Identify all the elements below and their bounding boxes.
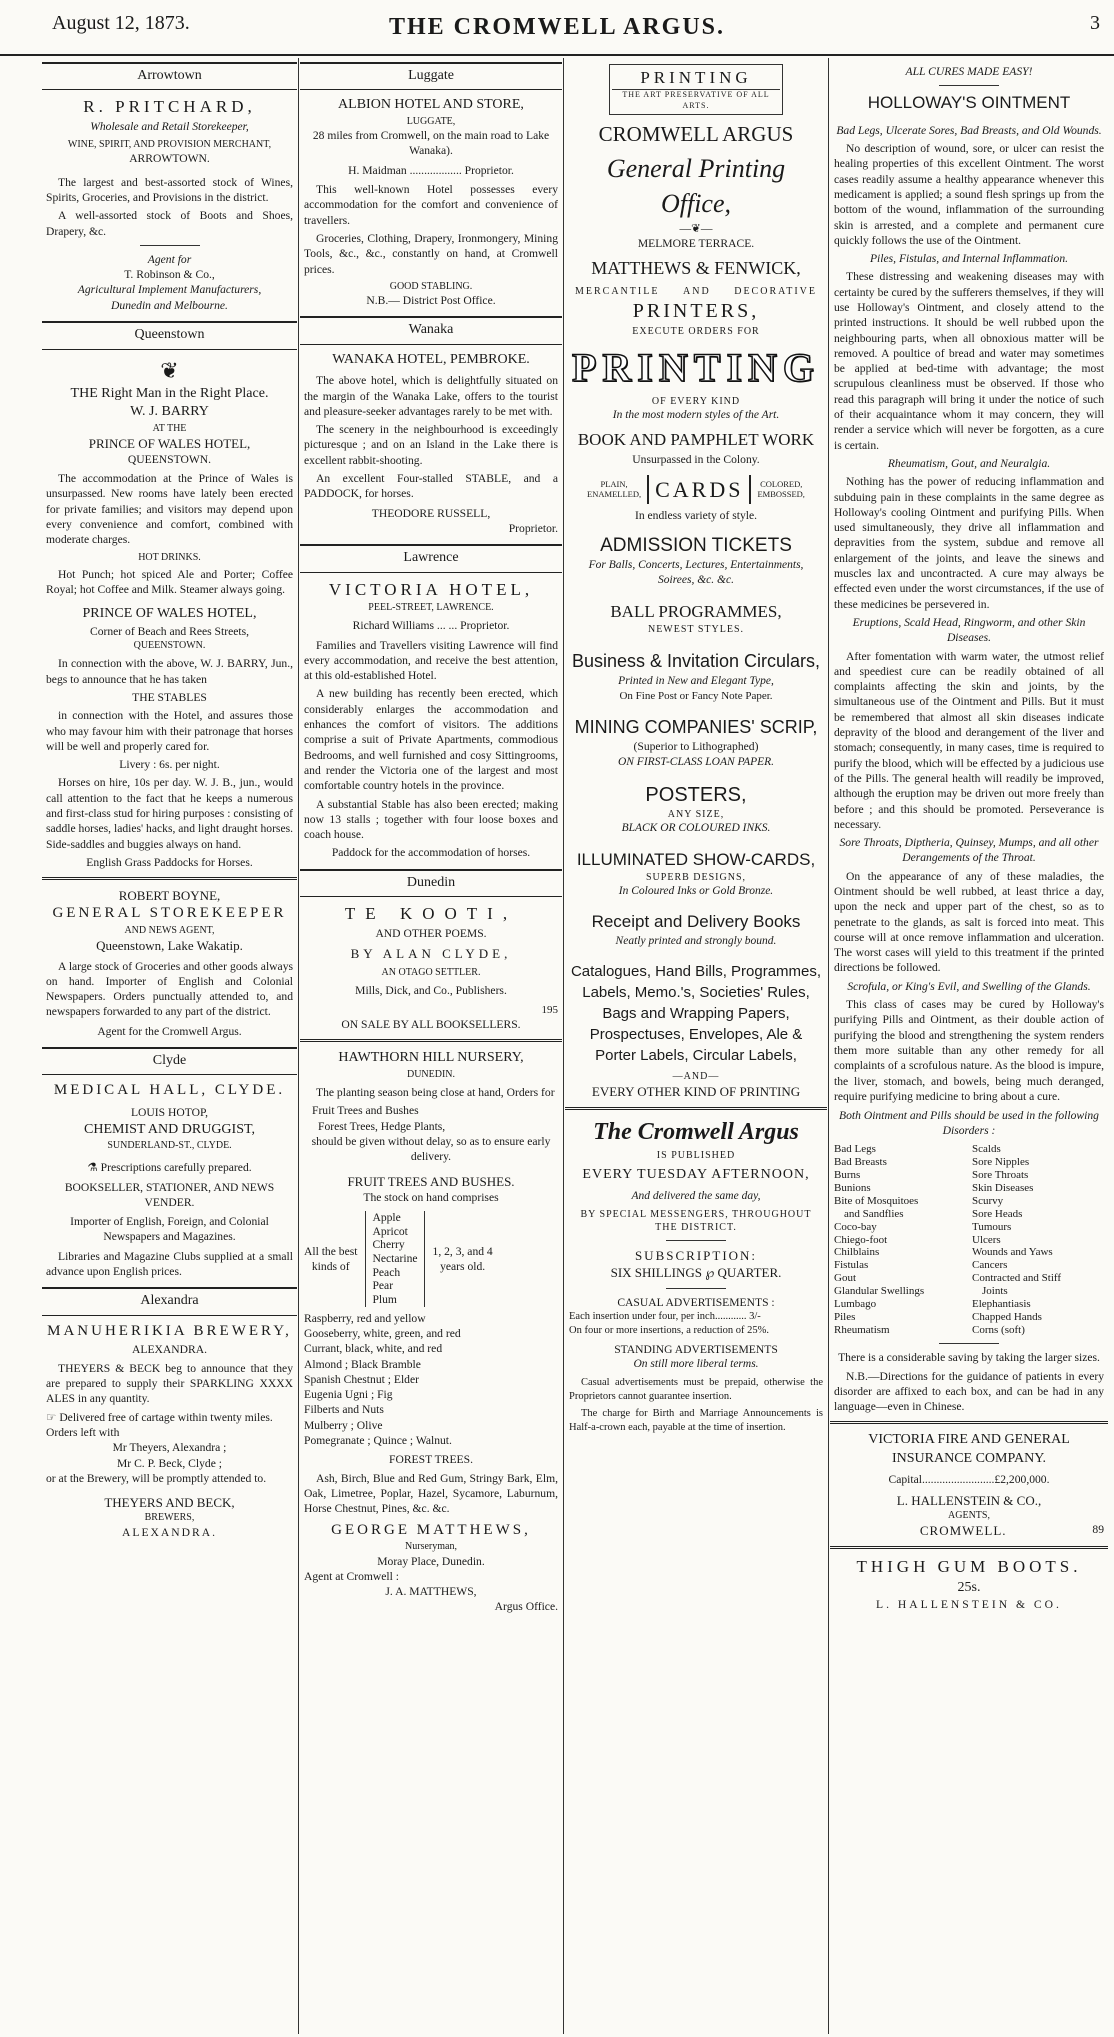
- ad-text: should be given without delay, so as to ensure early delivery.: [311, 1134, 551, 1164]
- disorder-item: Rheumatism: [834, 1324, 890, 1337]
- ad-text: ANY SIZE,: [667, 809, 725, 821]
- ad-text: Dunedin and Melbourne.: [111, 298, 228, 312]
- ad-text: PLAIN,: [600, 479, 628, 490]
- ad-text: T. Robinson & Co.,: [124, 268, 215, 282]
- ad-text: OF EVERY KIND: [651, 395, 741, 407]
- ad-text: WINE, SPIRIT, AND PROVISION MERCHANT,: [67, 139, 272, 151]
- column-rule: [298, 58, 299, 2034]
- ad-text: kinds of: [311, 1259, 350, 1273]
- ad-paragraph: Libraries and Magazine Clubs supplied at a small advance upon English prices.: [46, 1249, 293, 1278]
- ad-headline: PRINTING: [571, 344, 821, 390]
- ad-text: EXECUTE ORDERS FOR: [632, 325, 760, 337]
- ad-text: There is a considerable saving by taking the larger sizes.: [838, 1351, 1100, 1365]
- ad-headline: ADMISSION TICKETS: [600, 535, 792, 557]
- ad-paragraph: The above hotel, which is delightfully situated on the margin of the Wanaka Lake, offers to the tourist and pleasure-seeker advantages rarely to be met with.: [304, 374, 558, 418]
- ad-text: PRINCE OF WALES HOTEL,: [88, 435, 251, 451]
- disorder-item: Skin Diseases: [972, 1181, 1034, 1194]
- ad-text: Orders left with: [46, 1426, 120, 1440]
- disorder-item: Scalds: [972, 1142, 1001, 1155]
- ad-text: Agent for the Cromwell Argus.: [97, 1024, 242, 1038]
- ad-text: ROBERT BOYNE,: [118, 888, 221, 904]
- ad-paragraph: THEYERS & BECK beg to announce that they are prepared to supply their SPARKLING XXXX ALES in any quantity.: [46, 1361, 293, 1406]
- ad-text: Nurseryman,: [405, 1541, 457, 1553]
- ad-headline: POSTERS,: [645, 783, 747, 806]
- fruit-item: Pear: [372, 1279, 394, 1293]
- ad-subhead: Eruptions, Scald Head, Ringworm, and other Skin Diseases.: [852, 615, 1086, 645]
- ad-text: Catalogues, Hand Bills, Programmes, Labels, Memo.'s, Societies' Rules, Bags and Wrapping Papers, Prospectuses, Envelopes, Ale & Porter Labels, Circular Labels,: [570, 963, 822, 1065]
- newspaper-title: THE CROMWELL ARGUS.: [388, 14, 726, 40]
- ad-text: N.B.— District Post Office.: [366, 293, 496, 307]
- ad-subhead: Both Ointment and Pills should be used in the following Disorders :: [839, 1109, 1099, 1138]
- ad-text: In the most modern styles of the Art.: [612, 408, 780, 421]
- nursery-item: Mulberry ; Olive: [304, 1418, 383, 1432]
- ad-text: AT THE: [152, 422, 187, 434]
- fruit-item: Apple: [372, 1210, 401, 1224]
- nursery-item: Almond ; Black Bramble: [304, 1357, 421, 1371]
- ad-paragraph: N.B.—Directions for the guidance of patients in every disorder are affixed to each box, and can be had in any language—even in Chinese.: [834, 1369, 1104, 1414]
- ad-paragraph: In connection with the above, W. J. BARRY, Jun., begs to announce that he has taken: [46, 657, 293, 686]
- ad-text: LUGGATE,: [406, 115, 456, 127]
- disorder-item: Bunions: [834, 1181, 871, 1194]
- fruit-item: Plum: [372, 1293, 397, 1307]
- ad-text: NEWEST STYLES.: [647, 624, 745, 636]
- ad-text: ALEXANDRA.: [131, 1342, 208, 1356]
- ad-text: BY ALAN CLYDE,: [350, 945, 512, 961]
- ad-paragraph: A well-assorted stock of Boots and Shoes, Drapery, &c.: [46, 209, 293, 238]
- ad-text: QUEENSTOWN.: [127, 452, 212, 466]
- ad-text: Proprietor.: [508, 521, 558, 535]
- ad-text: L. HALLENSTEIN & CO.,: [896, 1492, 1042, 1508]
- ad-text: Livery : 6s. per night.: [119, 758, 220, 772]
- ad-text: LOUIS HOTOP,: [130, 1106, 209, 1120]
- ad-text: AGENTS,: [948, 1509, 990, 1521]
- ad-paragraph: The accommodation at the Prince of Wales is unsurpassed. New rooms have lately been erected for private families; and visitors may depend upon every convenience and comfort, combined with moderate charges.: [46, 472, 293, 547]
- section-heading-alexandra: Alexandra: [42, 1287, 297, 1315]
- nursery-item: Raspberry, red and yellow: [304, 1311, 426, 1325]
- column-3: [565, 58, 827, 2034]
- ad-text: L. HALLENSTEIN & CO.: [876, 1598, 1062, 1612]
- disorder-item: Chiego-foot: [834, 1233, 888, 1246]
- ad-headline: MINING COMPANIES' SCRIP,: [574, 716, 818, 737]
- ad-headline: THIGH GUM BOOTS.: [856, 1557, 1082, 1577]
- ad-paragraph: A new building has recently been erected, which considerably enlarges the accommodation and enhances the comfort of visitors. The additions comprise a suit of Private Apartments, commodious Bedrooms, and well furnished and cosy Sittingrooms, and render the Victoria one of the largest and most comfortable country hotels in the province.: [304, 687, 558, 793]
- disorders-table: [834, 1143, 1104, 1338]
- ad-headline: Business & Invitation Circulars,: [571, 651, 821, 672]
- ad-headline: VICTORIA HOTEL,: [328, 579, 534, 599]
- nursery-item: Gooseberry, white, green, and red: [304, 1326, 461, 1340]
- section-heading-wanaka: Wanaka: [300, 316, 562, 344]
- ad-text: Forest Trees, Hedge Plants,: [318, 1119, 446, 1133]
- section-heading-queenstown: Queenstown: [42, 321, 297, 349]
- ad-text: Printed in New and Elegant Type,: [618, 675, 774, 687]
- ad-headline: MEDICAL HALL, CLYDE.: [53, 1082, 286, 1099]
- nursery-item: Eugenia Ugni ; Fig: [304, 1388, 393, 1402]
- pointing-hand-icon: ☞: [46, 1410, 57, 1424]
- ad-text: Agent for: [147, 252, 192, 266]
- ad-text: PRINTING: [612, 67, 780, 90]
- disorders-right: [972, 1143, 1104, 1338]
- ad-text: Moray Place, Dunedin.: [377, 1554, 485, 1568]
- ad-headline: SIX SHILLINGS ℘ QUARTER.: [610, 1265, 782, 1281]
- ad-subhead: Bad Legs, Ulcerate Sores, Bad Breasts, and Old Wounds.: [836, 123, 1102, 137]
- ad-text: Mr Theyers, Alexandra ;: [112, 1441, 227, 1455]
- ad-paragraph: Ash, Birch, Blue and Red Gum, Stringy Bark, Elm, Oak, Limetree, Poplar, Hazel, Sycamore, Laburnum, Horse Chestnut, Pines, &c. &c.: [304, 1471, 558, 1516]
- ad-number: 195: [541, 1003, 558, 1016]
- ad-text: SUNDERLAND-ST., CLYDE.: [107, 1140, 232, 1152]
- ad-text: ARROWTOWN.: [129, 152, 210, 166]
- ad-headline: BALL PROGRAMMES,: [610, 601, 782, 621]
- ad-paragraph: After fomentation with warm water, the utmost relief and speediest cure can be readily obtained of all complaints affecting the skin and joints, by the simultaneous use of the Ointment and Pills. But it must be remembered that almost all skin diseases indicate depravity of the blood and derangement of the liver and stomach; consequently, in many cases, time is required to purify the blood, which will be effected by a judicious use of the Pills. The general health will readily be improved, although the eruption may be driven out more freely than before ; and this should be promoted. Perseverance is necessary.: [834, 649, 1104, 831]
- ad-text: Unsurpassed in the Colony.: [632, 452, 760, 466]
- ad-text: Fruit Trees and Bushes: [312, 1104, 419, 1118]
- disorder-item: Bad Legs: [834, 1142, 876, 1155]
- ad-text: BOOKSELLER, STATIONER, AND NEWS VENDER.: [64, 1180, 275, 1209]
- disorder-item: Wounds and Yaws: [972, 1246, 1053, 1259]
- ad-text: Agent at Cromwell :: [304, 1569, 399, 1583]
- ad-headline: STANDING ADVERTISEMENTS: [614, 1342, 778, 1356]
- section-heading-dunedin: Dunedin: [300, 869, 562, 897]
- divider: [42, 877, 297, 880]
- ad-text: GOOD STABLING.: [389, 280, 473, 292]
- ad-headline: MATTHEWS & FENWICK,: [591, 258, 801, 279]
- crest-icon: ❦: [160, 357, 179, 383]
- ornament-icon: —❦—: [679, 221, 713, 235]
- disorder-item: Joints: [982, 1285, 1008, 1298]
- ad-text: PEEL-STREET, LAWRENCE.: [368, 602, 494, 614]
- ad-paragraph: A large stock of Groceries and other goods always on hand. Importer of English and Colonial Newspapers. Orders punctually attended to, and newspapers forwarded to any part of the district.: [46, 959, 293, 1019]
- ad-headline: ALBION HOTEL AND STORE,: [338, 97, 524, 113]
- ad-text: 25s.: [957, 1579, 981, 1595]
- disorder-item: Piles: [834, 1311, 856, 1324]
- disorder-item: Bad Breasts: [834, 1155, 887, 1168]
- disorder-item: Sore Nipples: [972, 1155, 1030, 1168]
- ad-text: CROMWELL.: [919, 1523, 1007, 1539]
- disorder-item: Contracted and Stiff: [972, 1272, 1061, 1285]
- ad-paragraph: Nothing has the power of reducing inflammation and subduing pain in these complaints in the same degree as Holloway's cooling Ointment and purifying Pills. When used simultaneously, they drive all inflammation and depravities from the system, subdue and remove all enlargement of the joints, and leave the sinews and muscles lax and uncontracted. A cure may always be effected even under the worst circumstances, if the use of these medicines be persevered in.: [834, 475, 1104, 611]
- ad-text: Capital.........................£2,200,000.: [888, 1473, 1050, 1487]
- disorder-item: Ulcers: [972, 1233, 1001, 1246]
- ad-text: ALEXANDRA.: [121, 1525, 218, 1539]
- disorders-left: [834, 1143, 966, 1338]
- cards-row: [569, 475, 823, 504]
- ad-text: (Superior to Lithographed): [633, 740, 759, 754]
- divider: [140, 245, 200, 246]
- disorder-item: Sore Heads: [972, 1207, 1023, 1220]
- disorder-item: Bite of Mosquitoes: [834, 1194, 919, 1207]
- ad-text: BY SPECIAL MESSENGERS, THROUGHOUT THE DISTRICT.: [580, 1208, 812, 1234]
- ad-text: AND OTHER POEMS.: [375, 926, 487, 940]
- ad-paragraph: Hot Punch; hot spiced Ale and Porter; Coffee Royal; hot Coffee and Milk. Steamer always going.: [46, 567, 293, 597]
- fruit-item: Cherry: [372, 1238, 405, 1252]
- ad-headline: The Cromwell Argus: [593, 1119, 799, 1146]
- disorder-item: Lumbago: [834, 1298, 877, 1311]
- ad-text: Argus Office.: [494, 1600, 558, 1614]
- ad-text: THE ART PRESERVATIVE OF ALL ARTS.: [622, 90, 770, 110]
- ad-headline: GENERAL STOREKEEPER: [52, 905, 287, 922]
- column-rule: [563, 58, 564, 2034]
- fruit-list: [365, 1211, 424, 1307]
- disorder-item: Scurvy: [972, 1194, 1004, 1207]
- page-number: 3: [1090, 12, 1100, 34]
- ad-text: THEYERS AND BECK,: [104, 1495, 235, 1511]
- ad-text: years old.: [440, 1259, 486, 1273]
- divider: [666, 1240, 726, 1241]
- ad-text: All the best: [304, 1244, 358, 1258]
- ad-paragraph: These distressing and weakening diseases may with certainty be cured by the sufferers themselves, if they will use Holloway's Ointment, and closely attend to the printed instructions. It should be well rubbed upon the neighbouring parts, when all obnoxious matter will be removed. A poultice of bread and water may sometimes be applied at bed-time with advantage; the most scrupulous cleanliness must be observed. If those who read this paragraph will bring it under the notice of such of their acquaintance whom it may concern, they will render a service which will never be forgotten, as a cure is certain.: [834, 270, 1104, 452]
- ad-headline: CARDS: [647, 475, 751, 504]
- ad-text: On four or more insertions, a reduction of 25%.: [569, 1324, 770, 1336]
- issue-date: August 12, 1873.: [52, 12, 190, 34]
- ad-headline: BOOK AND PAMPHLET WORK: [577, 430, 815, 450]
- disorder-item: Sore Throats: [972, 1168, 1029, 1181]
- ad-paragraph: Families and Travellers visiting Lawrence will find every accommodation, and receive the best attention, at this old-established Hotel.: [304, 638, 558, 683]
- disorder-item: Coco-bay: [834, 1220, 877, 1233]
- ad-subhead: Sore Throats, Diptheria, Quinsey, Mumps, and all other Derangements of the Throat.: [839, 836, 1099, 865]
- ad-paragraph: This class of cases may be cured by Holloway's purifying Pills and Ointment, as their double action of purifying the blood and strengthening the system renders them more suitable than any other remedy for all complaints of a scrofulous nature. As the blood is impure, the liver, stomach, and bowels, being much deranged, require purifying medicine to bring about a cure.: [834, 998, 1104, 1103]
- disorder-item: Chilblains: [834, 1246, 880, 1259]
- ad-text: THEODORE RUSSELL,: [371, 506, 491, 520]
- ad-text: J. A. MATTHEWS,: [385, 1585, 477, 1599]
- ad-text: DUNEDIN.: [406, 1068, 456, 1080]
- ad-subhead: Piles, Fistulas, and Internal Inflammation.: [869, 252, 1069, 266]
- ad-paragraph: No description of wound, sore, or ulcer can resist the healing properties of this excellent Ointment. The worst cases readily assume a healthy appearance whenever this medicament is applied; a sound flesh springs up from the bottom of the wound, inflammation of the surrounding skin is arrested, and a complete and permanent cure quickly follows the use of the Ointment.: [834, 142, 1104, 247]
- ad-headline: CROMWELL ARGUS: [598, 121, 794, 146]
- ad-text: On Fine Post or Fancy Note Paper.: [619, 690, 773, 703]
- disorder-item: Gout: [834, 1272, 856, 1285]
- divider: [565, 1107, 827, 1110]
- ad-text: DECORATIVE: [734, 286, 817, 298]
- fruit-item: Apricot: [372, 1224, 408, 1238]
- ad-text: Delivered free of cartage within twenty miles.: [59, 1410, 273, 1424]
- column-1: [42, 58, 297, 2034]
- ad-text: 28 miles from Cromwell, on the main road to Lake Wanaka).: [312, 129, 550, 158]
- divider: [939, 1343, 999, 1344]
- ad-subhead: Rheumatism, Gout, and Neuralgia.: [887, 456, 1051, 470]
- ad-headline: HAWTHORN HILL NURSERY,: [338, 1050, 524, 1066]
- ad-headline: MANUHERIKIA BREWERY,: [47, 1322, 292, 1339]
- disorder-item: Fistulas: [834, 1259, 869, 1272]
- ad-headline: Receipt and Delivery Books: [591, 912, 801, 932]
- ad-headline: General Printing Office,: [606, 154, 786, 218]
- nursery-item: Currant, black, white, and red: [304, 1342, 443, 1356]
- ad-text: English Grass Paddocks for Horses.: [86, 855, 253, 869]
- ad-text: For Balls, Concerts, Lectures, Entertainments, Soirees, &c. &c.: [588, 559, 804, 587]
- nursery-item: Pomegranate ; Quince ; Walnut.: [304, 1434, 452, 1448]
- ad-text: QUEENSTOWN.: [133, 640, 206, 652]
- ad-text: In endless variety of style.: [634, 508, 758, 522]
- ad-subhead: Scrofula, or King's Evil, and Swelling of the Glands.: [847, 979, 1091, 993]
- section-heading-arrowtown: Arrowtown: [42, 62, 297, 90]
- ad-text: Prescriptions carefully prepared.: [100, 1161, 252, 1175]
- ad-headline: FOREST TREES.: [389, 1453, 473, 1467]
- ad-text: THE STABLES: [132, 690, 207, 704]
- ad-text: ON SALE BY ALL BOOKSELLERS.: [341, 1018, 521, 1032]
- ad-paragraph: On the appearance of any of these maladies, the Ointment should be well rubbed, at least thrice a day, upon the neck and upper part of the chest, so as to penetrate to the glands, as salt is forced into meat. This course will at once remove inflammation and ulceration. The worst cases will yield to this treatment if the printed directions be followed.: [834, 869, 1104, 975]
- ad-headline: PRINTERS,: [632, 300, 760, 323]
- ad-text: ENAMELLED,: [587, 489, 642, 500]
- ad-text: In Coloured Inks or Gold Bronze.: [618, 885, 774, 898]
- ad-text: or at the Brewery, will be promptly attended to.: [46, 1471, 267, 1485]
- fruit-item: Nectarine: [372, 1252, 418, 1265]
- ad-headline: TE KOOTI,: [344, 904, 518, 924]
- ad-text: —AND—: [672, 1071, 720, 1083]
- ad-text: AND NEWS AGENT,: [124, 925, 215, 937]
- disorder-item: Glandular Swellings: [834, 1285, 925, 1298]
- ad-text: ALL CURES MADE EASY!: [905, 65, 1033, 78]
- ad-paragraph: Groceries, Clothing, Drapery, Ironmongery, Mining Tools, &c., &c., constantly on hand, at Cromwell prices.: [304, 231, 558, 276]
- ad-text: Neatly printed and strongly bound.: [615, 934, 777, 947]
- disorder-item: Chapped Hands: [972, 1311, 1042, 1324]
- ad-text: Wholesale and Retail Storekeeper,: [90, 119, 249, 133]
- divider: [830, 1546, 1108, 1549]
- ad-text: MERCANTILE: [575, 286, 660, 298]
- column-rule: [828, 58, 829, 2034]
- nursery-list: [304, 1311, 558, 1449]
- ad-text: CHEMIST AND DRUGGIST,: [84, 1121, 255, 1137]
- ad-text: EMBOSSED,: [757, 489, 805, 500]
- ad-text: HOT DRINKS.: [138, 551, 201, 563]
- disorder-item: Elephantiasis: [972, 1298, 1031, 1311]
- ad-text: IS PUBLISHED: [656, 1150, 736, 1162]
- ad-text: 1, 2, 3, and 4: [432, 1244, 493, 1258]
- ad-text: Each insertion under four, per inch............ 3/-: [569, 1310, 761, 1322]
- ad-paragraph: The scenery in the neighbourhood is exceedingly picturesque ; and on an Island in the Lake there is excellent rabbit-shooting.: [304, 423, 558, 467]
- ad-text: MELMORE TERRACE.: [637, 237, 755, 251]
- masthead: [0, 0, 1114, 56]
- ad-text: Richard Williams ... ... Proprietor.: [352, 619, 510, 633]
- ad-number: 89: [1092, 1523, 1104, 1537]
- ad-text: The stock on hand comprises: [363, 1190, 499, 1204]
- fruit-table: [304, 1211, 558, 1307]
- column-4: [830, 58, 1108, 2034]
- mortar-icon: ⚗: [87, 1161, 98, 1175]
- ad-headline: VICTORIA FIRE AND GENERAL INSURANCE COMPANY.: [868, 1432, 1070, 1466]
- ad-text: ON FIRST-CLASS LOAN PAPER.: [617, 755, 775, 768]
- ad-headline: EVERY TUESDAY AFTERNOON,: [582, 1167, 810, 1183]
- disorder-item: Corns (soft): [972, 1324, 1025, 1337]
- ad-text: AND: [683, 286, 711, 298]
- ad-paragraph: Casual advertisements must be prepaid, otherwise the Proprietors cannot guarantee insertion.: [569, 1377, 823, 1402]
- ad-text: On still more liberal terms.: [633, 1357, 759, 1370]
- ad-headline: WANAKA HOTEL, PEMBROKE.: [332, 351, 530, 367]
- disorder-item: Cancers: [972, 1259, 1008, 1272]
- ad-headline: FRUIT TREES AND BUSHES.: [347, 1173, 515, 1189]
- disorder-item: Burns: [834, 1168, 861, 1181]
- ad-text: Agricultural Implement Manufacturers,: [77, 283, 262, 297]
- ad-paragraph: A substantial Stable has also been erected; making now 13 stalls ; together with four loose boxes and coach house.: [304, 797, 558, 842]
- divider: [939, 85, 999, 86]
- section-heading-lawrence: Lawrence: [300, 544, 562, 572]
- printing-banner: [609, 64, 783, 115]
- ad-text: Paddock for the accommodation of horses.: [331, 846, 531, 860]
- ad-text: Mr C. P. Beck, Clyde ;: [117, 1456, 222, 1470]
- ad-paragraph: This well-known Hotel possesses every accommodation for the comfort and convenience of travellers.: [304, 183, 558, 227]
- disorder-item: Tumours: [972, 1220, 1012, 1233]
- ad-pritchard-name: R. PRITCHARD,: [83, 97, 256, 117]
- ad-paragraph: The planting season being close at hand, Orders for: [316, 1086, 555, 1100]
- nursery-item: Spanish Chestnut ; Elder: [304, 1372, 419, 1386]
- ad-headline: PRINCE OF WALES HOTEL,: [82, 606, 257, 622]
- ad-paragraph: Horses on hire, 10s per day. W. J. B., jun., would call attention to the fact that he keeps a numerous and first-class stud for hiring purposes : consisting of saddle horses, ladies' hacks, and light draught horses. Side-saddles and buggies always on hand.: [46, 776, 293, 851]
- ad-paragraph: The charge for Birth and Marriage Announcements is Half-a-crown each, payable at the time of insertion.: [569, 1407, 823, 1433]
- ad-text: Corner of Beach and Rees Streets,: [89, 624, 250, 638]
- ad-text: H. Maidman .................. Proprietor.: [348, 163, 514, 177]
- divider: [666, 1288, 726, 1289]
- ad-text: Mills, Dick, and Co., Publishers.: [355, 984, 507, 998]
- ad-text: COLORED,: [760, 479, 803, 490]
- divider: [830, 1421, 1108, 1424]
- disorder-item: and Sandflies: [844, 1207, 904, 1220]
- ad-text: BREWERS,: [144, 1512, 195, 1524]
- section-heading-clyde: Clyde: [42, 1047, 297, 1075]
- ad-text: AN OTAGO SETTLER.: [381, 967, 481, 979]
- ad-text: W. J. BARRY: [130, 404, 209, 420]
- divider: [300, 1039, 562, 1042]
- ad-text: SUPERB DESIGNS,: [645, 872, 747, 884]
- ad-headline: SUBSCRIPTION:: [634, 1248, 758, 1264]
- ad-paragraph: The largest and best-assorted stock of Wines, Spirits, Groceries, and Provisions in the district.: [46, 175, 293, 204]
- fruit-item: Peach: [372, 1265, 401, 1279]
- ad-text: Queenstown, Lake Wakatip.: [96, 938, 243, 954]
- ad-text: BLACK OR COLOURED INKS.: [621, 822, 771, 835]
- ad-headline: EVERY OTHER KIND OF PRINTING: [591, 1084, 801, 1100]
- ad-headline: THE Right Man in the Right Place.: [70, 385, 269, 401]
- section-heading-luggate: Luggate: [300, 62, 562, 90]
- ad-paragraph: in connection with the Hotel, and assures those who may favour him with their patronage that horses will be well and properly cared for.: [46, 709, 293, 753]
- ad-headline: ILLUMINATED SHOW-CARDS,: [576, 849, 816, 869]
- ad-text: And delivered the same day,: [631, 1189, 761, 1202]
- ad-headline: HOLLOWAY'S OINTMENT: [867, 93, 1071, 113]
- ad-text: Importer of English, Foreign, and Colonial Newspapers and Magazines.: [70, 1215, 269, 1244]
- ad-headline: GEORGE MATTHEWS,: [331, 1521, 531, 1538]
- ad-paragraph: An excellent Four-stalled STABLE, and a PADDOCK, for horses.: [304, 472, 558, 501]
- nursery-item: Filberts and Nuts: [304, 1403, 384, 1417]
- ad-headline: CASUAL ADVERTISEMENTS :: [617, 1295, 775, 1309]
- column-2: [300, 58, 562, 2034]
